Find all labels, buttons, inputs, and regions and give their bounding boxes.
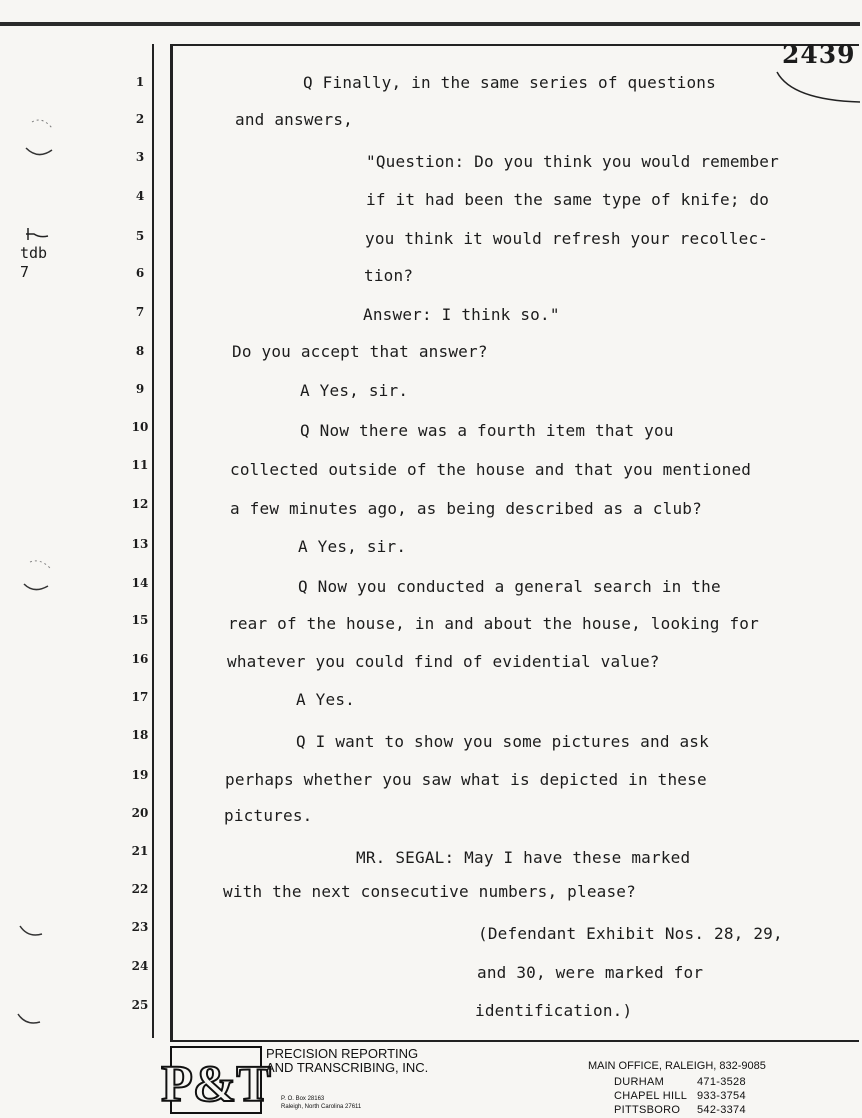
line-number: 4 bbox=[135, 189, 145, 203]
line-number: 22 bbox=[131, 882, 149, 896]
line-text: pictures. bbox=[224, 806, 313, 825]
office-phone: 471-3528 bbox=[697, 1076, 746, 1088]
line-number: 2 bbox=[135, 112, 145, 126]
margin-check-icon bbox=[24, 226, 50, 244]
line-text: A Yes. bbox=[296, 690, 355, 709]
line-number: 3 bbox=[135, 150, 145, 164]
line-number: 1 bbox=[135, 75, 145, 89]
line-number: 14 bbox=[131, 576, 149, 590]
company-city: Raleigh, North Carolina 27611 bbox=[281, 1104, 362, 1110]
line-text: MR. SEGAL: May I have these marked bbox=[356, 848, 691, 867]
logo-text: P&T bbox=[161, 1056, 271, 1113]
line-text: a few minutes ago, as being described as a club? bbox=[230, 499, 702, 518]
main-office: MAIN OFFICE, RALEIGH, 832-9085 bbox=[588, 1060, 766, 1072]
line-text: A Yes, sir. bbox=[298, 537, 407, 556]
line-number: 24 bbox=[131, 959, 149, 973]
margin-note-number: 7 bbox=[20, 263, 30, 281]
line-number: 9 bbox=[135, 382, 145, 396]
line-text: and answers, bbox=[235, 110, 353, 129]
page-corner-curve-icon bbox=[772, 70, 862, 110]
office-city: CHAPEL HILL bbox=[614, 1090, 688, 1102]
office-phone: 542-3374 bbox=[697, 1104, 746, 1116]
line-text: Q Now you conducted a general search in the bbox=[298, 577, 721, 596]
line-number: 17 bbox=[131, 690, 149, 704]
margin-scribble-icon bbox=[22, 112, 62, 162]
line-text: Q Finally, in the same series of questions bbox=[303, 73, 716, 92]
line-number: 16 bbox=[131, 652, 149, 666]
line-text: "Question: Do you think you would remember bbox=[366, 152, 779, 171]
office-city: PITTSBORO bbox=[614, 1104, 681, 1116]
line-number: 25 bbox=[131, 998, 149, 1012]
line-number: 5 bbox=[135, 229, 145, 243]
line-number: 13 bbox=[131, 537, 149, 551]
line-text: Answer: I think so." bbox=[363, 305, 560, 324]
margin-scribble-icon bbox=[18, 920, 44, 940]
margin-note-initials: tdb bbox=[20, 244, 48, 262]
line-number: 20 bbox=[131, 806, 149, 820]
line-text: (Defendant Exhibit Nos. 28, 29, bbox=[478, 924, 783, 943]
line-number: 23 bbox=[131, 920, 149, 934]
line-text: Do you accept that answer? bbox=[232, 342, 488, 361]
line-text: A Yes, sir. bbox=[300, 381, 409, 400]
office-phone: 933-3754 bbox=[697, 1090, 746, 1102]
line-text: Q Now there was a fourth item that you bbox=[300, 421, 674, 440]
line-text: and 30, were marked for bbox=[477, 963, 704, 982]
company-name-line2: AND TRANSCRIBING, INC. bbox=[266, 1060, 429, 1075]
line-number: 6 bbox=[135, 266, 145, 280]
line-number: 15 bbox=[131, 613, 149, 627]
line-number: 8 bbox=[135, 344, 145, 358]
line-number: 10 bbox=[131, 420, 149, 434]
margin-scribble-icon bbox=[20, 556, 56, 596]
line-text: with the next consecutive numbers, please? bbox=[223, 882, 636, 901]
margin-scribble-icon bbox=[16, 1002, 42, 1028]
line-number: 18 bbox=[131, 728, 149, 742]
line-text: identification.) bbox=[475, 1001, 633, 1020]
company-logo bbox=[161, 1043, 271, 1115]
office-city: DURHAM bbox=[614, 1076, 665, 1088]
po-box: P. O. Box 28163 bbox=[281, 1096, 325, 1102]
line-number: 11 bbox=[131, 458, 149, 472]
line-text: if it had been the same type of knife; do bbox=[366, 190, 770, 209]
page-number: 2439 bbox=[782, 40, 856, 69]
line-text: whatever you could find of evidential value? bbox=[227, 652, 660, 671]
line-number: 7 bbox=[135, 305, 145, 319]
line-text: Q I want to show you some pictures and ask bbox=[296, 732, 709, 751]
line-text: collected outside of the house and that you mentioned bbox=[230, 460, 752, 479]
top-rule bbox=[0, 22, 860, 26]
line-text: tion? bbox=[364, 266, 414, 285]
line-text: you think it would refresh your recollec- bbox=[365, 229, 769, 248]
line-text: rear of the house, in and about the house, looking for bbox=[228, 614, 759, 633]
line-number: 12 bbox=[131, 497, 149, 511]
line-number: 19 bbox=[131, 768, 149, 782]
line-text: perhaps whether you saw what is depicted in these bbox=[225, 770, 707, 789]
company-name-line1: PRECISION REPORTING bbox=[266, 1046, 419, 1061]
line-number: 21 bbox=[131, 844, 149, 858]
